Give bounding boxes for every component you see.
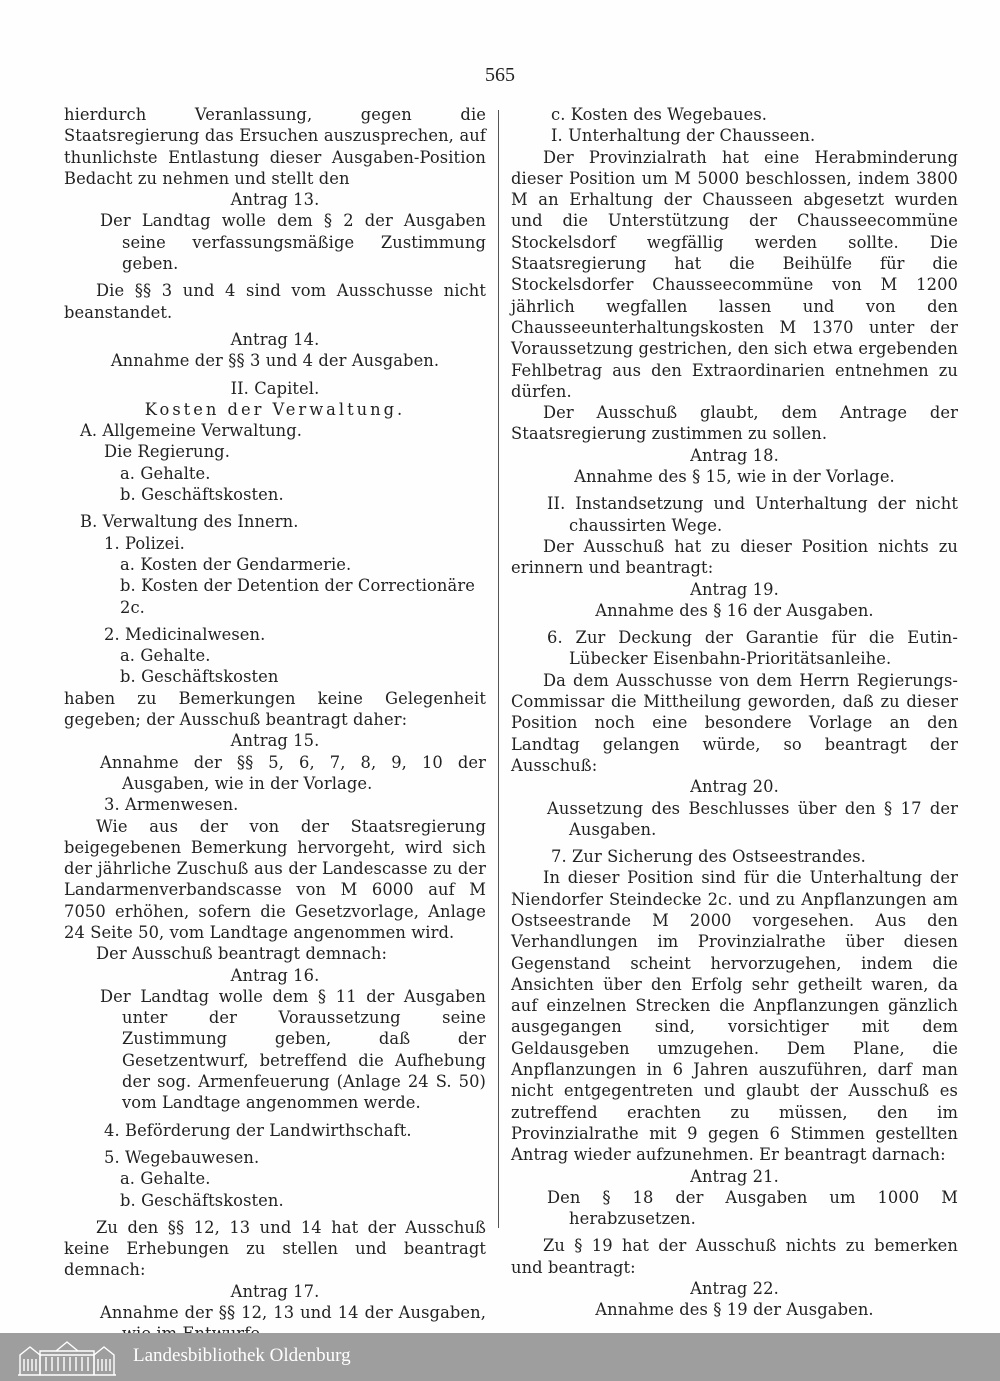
column-divider: [498, 110, 499, 1228]
paragraph: Da dem Ausschusse von dem Herrn Regierungs-Commissar die Mittheilung geworden, daß zu dieser Position noch eine besondere Vorlage an den Landtag gelangen würde, so beantragt der Ausschuß:: [511, 670, 958, 775]
antrag-text: Aussetzung des Beschlusses über den § 17 der Ausgaben.: [547, 798, 958, 839]
antrag-title: Antrag 20.: [690, 777, 779, 797]
section-heading: A. Allgemeine Verwaltung.: [80, 421, 303, 441]
antrag-title: Antrag 14.: [230, 329, 320, 349]
antrag-text: Annahme des § 19 der Ausgaben.: [595, 1300, 874, 1320]
antrag-text: Der Landtag wolle dem § 11 der Ausgaben unter der Voraussetzung seine Zustimmung geben, daß der Gesetzentwurf, betreffend die Aufhebung der sog. Armenfeuerung (Anlage 24 S. 50) vom Landtage angenommen werde.: [100, 986, 486, 1113]
list-item: a. Gehalte.: [120, 646, 211, 666]
section-heading: c. Kosten des Wegebaues.: [551, 105, 768, 124]
antrag-title: Antrag 18.: [690, 445, 779, 465]
antrag-title: Antrag 15.: [230, 731, 320, 751]
antrag-title: Antrag 13.: [230, 190, 320, 210]
paragraph: Der Provinzialrath hat eine Herabminderung dieser Position um M 5000 beschlossen, indem 3800 M an Erhaltung der Chausseen abgesetzt wurden und die Unterstützung der Chausseecommüne Stockelsdorf wegfällig werden sollte. Die Staatsregierung hat die Beihülfe für die Stockelsdorfer Chausseecommüne von M 1200 jährlich wegfallen lassen und von den Chausseeunterhaltungskosten M 1370 unter der Voraussetzung gestrichen, den sich etwa ergebenden Fehlbetrag aus den Extraordinarien entnehmen zu dürfen.: [511, 147, 958, 401]
section-heading: 6. Zur Deckung der Garantie für die Eutin-Lübecker Eisenbahn-Prioritätsanleihe.: [547, 628, 958, 669]
paragraph: Die §§ 3 und 4 sind vom Ausschusse nicht beanstandet.: [64, 281, 486, 322]
section-heading: 7. Zur Sicherung des Ostseestrandes.: [551, 847, 866, 867]
subsection-heading: II. Instandsetzung und Unterhaltung der nicht chaussirten Wege.: [547, 494, 958, 535]
right-column: [511, 104, 958, 1321]
list-item: b. Kosten der Detention der Correctionäre 2c.: [120, 576, 475, 617]
chapter-heading: II. Capitel.: [230, 378, 320, 398]
library-name: Landesbibliothek Oldenburg: [133, 1345, 351, 1366]
chapter-subtitle: Kosten der Verwaltung.: [144, 399, 406, 419]
section-heading: B. Verwaltung des Innern.: [80, 512, 299, 532]
list-item: a. Gehalte.: [120, 463, 211, 483]
subsection-heading: 4. Beförderung der Landwirthschaft.: [104, 1120, 412, 1140]
antrag-title: Antrag 19.: [690, 579, 779, 599]
library-footer: [0, 1333, 1000, 1381]
paragraph: Der Ausschuß beantragt demnach:: [96, 944, 388, 964]
antrag-title: Antrag 16.: [230, 965, 320, 985]
antrag-text: Der Landtag wolle dem § 2 der Ausgaben seine verfassungsmäßige Zustimmung geben.: [100, 211, 486, 274]
paragraph: hierdurch Veranlassung, gegen die Staatsregierung das Ersuchen auszusprechen, auf thunlichste Entlastung dieser Ausgaben-Position Bedacht zu nehmen und stellt den: [64, 105, 486, 188]
subsection-heading: 5. Wegebauwesen.: [104, 1147, 260, 1167]
subsection-heading: 3. Armenwesen.: [104, 795, 239, 815]
page-number: 565: [485, 64, 515, 86]
antrag-text: Den § 18 der Ausgaben um 1000 M herabzusetzen.: [547, 1187, 958, 1229]
subsection-heading: I. Unterhaltung der Chausseen.: [551, 126, 816, 146]
subsection-heading: Die Regierung.: [104, 442, 230, 462]
subsection-heading: 2. Medicinalwesen.: [104, 624, 266, 644]
antrag-title: Antrag 21.: [690, 1166, 779, 1186]
paragraph: Zu § 19 hat der Ausschuß nichts zu bemerken und beantragt:: [511, 1236, 958, 1277]
antrag-text: Annahme der §§ 3 und 4 der Ausgaben.: [110, 351, 440, 371]
list-item: a. Gehalte.: [120, 1169, 211, 1189]
antrag-text: Annahme der §§ 12, 13 und 14 der Ausgaben,: [100, 1303, 486, 1323]
antrag-title: Antrag 22.: [690, 1279, 779, 1299]
list-item: b. Geschäftskosten.: [120, 485, 284, 505]
antrag-text: Annahme des § 16 der Ausgaben.: [595, 600, 874, 620]
library-building-icon: [16, 1337, 118, 1377]
list-item: b. Geschäftskosten.: [120, 1190, 284, 1210]
antrag-text: Annahme der §§ 5, 6, 7, 8, 9, 10 der Ausgaben, wie in der Vorlage.: [100, 752, 486, 793]
list-item: a. Kosten der Gendarmerie.: [120, 554, 352, 574]
left-column: [64, 104, 486, 1345]
paragraph: In dieser Position sind für die Unterhaltung der Niendorfer Steindecke 2c. und zu Anpflanzungen am Ostseestrande M 2000 vorgesehen. Aus den Verhandlungen im Provinzialrathe über diesen Gegenstand scheint hervorzugehen, indem die Ansichten über den Erfolg sehr getheilt waren, da auf einzelnen Strecken die Anpflanzungen gänzlich ausgegangen sind, vorsichtiger mit dem Geldausgeben umzugehen. Dem Plane, die Anpflanzungen in 6 Jahren auszuführen, darf man nicht entgegentreten und glaubt der Ausschuß es zutreffend erachten zu müssen, den im Provinzialrathe mit 9 gegen 6 Stimmen gestellten Antrag wieder aufzunehmen. Er beantragt darnach:: [511, 868, 958, 1165]
subsection-heading: 1. Polizei.: [104, 533, 185, 553]
antrag-title: Antrag 17.: [230, 1281, 320, 1301]
paragraph: Wie aus der von der Staatsregierung beigegebenen Bemerkung hervorgeht, wird sich der jährliche Zuschuß aus der Landescasse zu der Landarmenverbandscasse von M 6000 auf M 7050 erhöhen, sofern die Gesetzvorlage, Anlage 24 Seite 50, vom Landtage angenommen wird.: [64, 816, 486, 942]
paragraph: Der Ausschuß hat zu dieser Position nichts zu erinnern und beantragt:: [511, 536, 958, 578]
paragraph: haben zu Bemerkungen keine Gelegenheit gegeben; der Ausschuß beantragt daher:: [64, 688, 486, 730]
paragraph: Zu den §§ 12, 13 und 14 hat der Ausschuß keine Erhebungen zu stellen und beantragt demnach:: [64, 1217, 486, 1280]
list-item: b. Geschäftskosten: [120, 667, 279, 687]
paragraph: Der Ausschuß glaubt, dem Antrage der Staatsregierung zustimmen zu sollen.: [511, 403, 958, 444]
antrag-text: Annahme des § 15, wie in der Vorlage.: [574, 467, 895, 487]
